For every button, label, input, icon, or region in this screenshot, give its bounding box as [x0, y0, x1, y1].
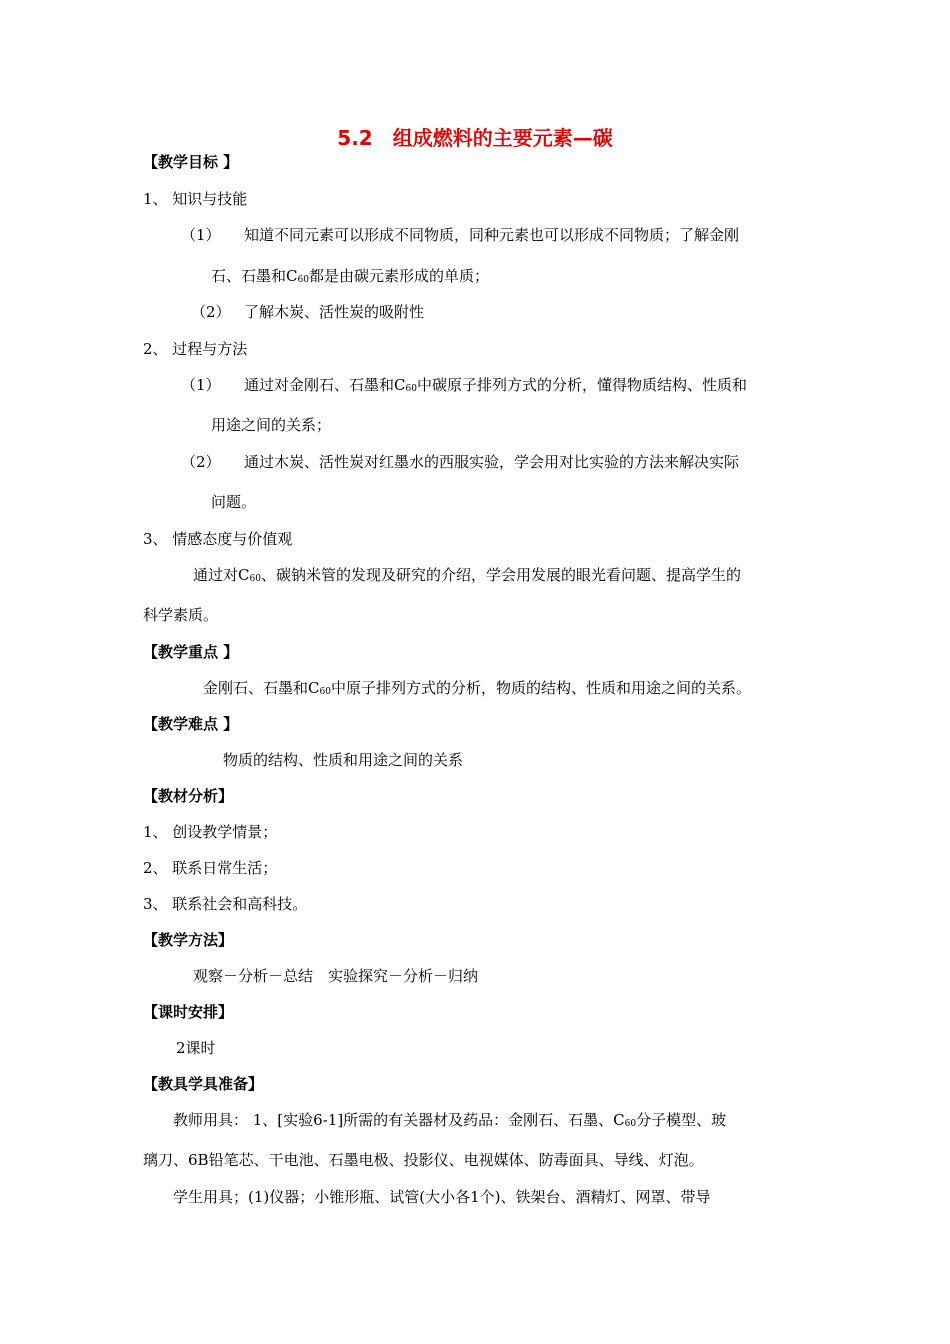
text-run: 金刚石、石墨和C [203, 679, 320, 697]
paragraph-line [193, 565, 741, 589]
text-run: 石、石墨和C [211, 267, 298, 285]
method-heading: 【教学方法】 [143, 931, 234, 949]
objectives-section-1: 1、 知识与技能 [143, 190, 248, 208]
item-number: （2） [191, 303, 231, 321]
list-item: 2、 联系日常生活； [143, 859, 278, 877]
text-run: 、碳钠米管的发现及研究的介绍，学会用发展的眼光看问题、提高学生的 [260, 566, 741, 584]
document-title: 5.2 组成燃料的主要元素—碳 [337, 126, 613, 150]
paragraph-line: 问题。 [211, 493, 257, 511]
list-item: 3、 联系社会和高科技。 [143, 895, 308, 913]
paragraph-line [244, 375, 747, 399]
paragraph-line: 了解木炭、活性炭的吸附性 [244, 303, 425, 321]
objectives-heading: 【教学目标 】 [143, 153, 239, 171]
item-number: （1） [181, 226, 221, 244]
schedule-heading: 【课时安排】 [143, 1003, 234, 1021]
paragraph-line: 璃刀、6B铅笔芯、干电池、石墨电极、投影仪、电视媒体、防毒面具、导线、灯泡。 [143, 1151, 704, 1169]
subscript: 60 [249, 574, 261, 584]
paragraph-line: 学生用具；(1)仪器；小锥形瓶、试管(大小各1个)、铁架台、酒精灯、网罩、带导 [173, 1188, 711, 1206]
text-run: 中碳原子排列方式的分析，懂得物质结构、性质和 [416, 376, 747, 394]
subscript: 60 [297, 275, 309, 285]
paragraph-line [211, 266, 489, 290]
subscript: 60 [624, 1119, 637, 1129]
item-number: （2） [181, 453, 221, 471]
subscript: 60 [319, 687, 331, 697]
paragraph-line: 物质的结构、性质和用途之间的关系 [223, 751, 464, 769]
paragraph-line: 通过木炭、活性炭对红墨水的西服实验，学会用对比实验的方法来解决实际 [244, 453, 740, 471]
paragraph-line: 观察－分析－总结 实验探究－分析－归纳 [193, 967, 479, 985]
difficulty-heading: 【教学难点 】 [143, 715, 239, 733]
text-run: 中原子排列方式的分析，物质的结构、性质和用途之间的关系。 [330, 679, 751, 697]
paragraph-line: 用途之间的关系； [211, 416, 332, 434]
paragraph-line: 知道不同元素可以形成不同物质，同种元素也可以形成不同物质；了解金刚 [244, 226, 740, 244]
objectives-section-3: 3、 情感态度与价值观 [143, 530, 293, 548]
text-run: 通过对金刚石、石墨和C [244, 376, 406, 394]
item-number: （1） [181, 376, 221, 394]
keypoint-heading: 【教学重点 】 [143, 643, 239, 661]
text-run: 都是由碳元素形成的单质； [308, 267, 489, 285]
list-item: 1、 创设教学情景； [143, 823, 278, 841]
paragraph-line [203, 678, 751, 702]
text-run: 通过对C [193, 566, 250, 584]
analysis-heading: 【教材分析】 [143, 787, 234, 805]
objectives-section-2: 2、 过程与方法 [143, 340, 248, 358]
text-run: 教师用具： 1、[实验6-1]所需的有关器材及药品：金刚石、石墨、C [173, 1111, 625, 1129]
tools-heading: 【教具学具准备】 [143, 1075, 264, 1093]
paragraph-line [173, 1110, 726, 1134]
paragraph-line: 2课时 [176, 1039, 216, 1057]
subscript: 60 [405, 384, 417, 394]
text-run: 分子模型、玻 [636, 1111, 727, 1129]
paragraph-line: 科学素质。 [143, 606, 219, 624]
